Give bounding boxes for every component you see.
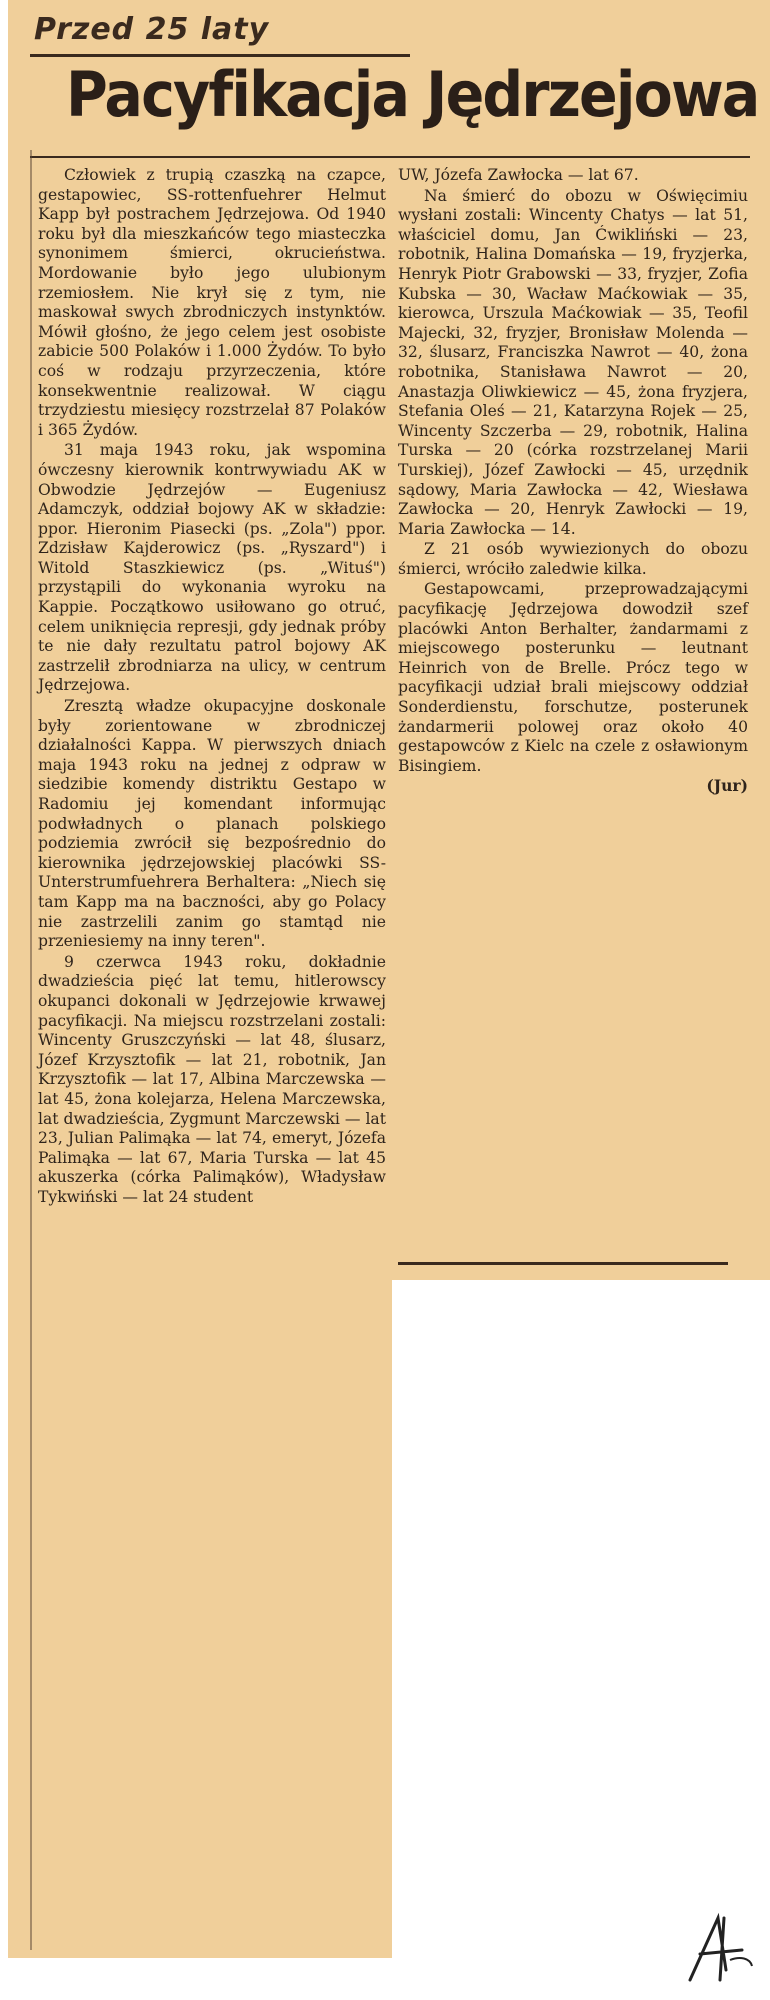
article-left-column [38, 166, 386, 1207]
author-signature: (Jur) [706, 776, 748, 796]
section-kicker: Przed 25 laty [34, 12, 270, 47]
column-border [30, 150, 32, 1950]
archive-logo-icon [680, 1910, 760, 1990]
paragraph: 9 czerwca 1943 roku, dokładnie dwadzieścia pięć lat temu, hitlerowscy okupanci dokonali w Jędrzejowie krwawej pacyfikacji. Na miejscu rozstrzelani zostali: Wincenty Gruszczyński — lat 48, ślusarz, Józef Krzysztofik — lat 21, robotnik, Jan Krzysztofik — lat 17, Albina Marczewska — lat 45, żona kolejarza, Helena Marczewska, lat dwadzieścia, Zygmunt Marczewski — lat 23, Julian Palimąka — lat 74, emeryt, Józefa Palimąka — lat 67, Maria Turska — lat 45 akuszerka (córka Palimąków), Władysław Tykwiński — lat 24 student [38, 952, 386, 1206]
paragraph: Z 21 osób wywiezionych do obozu śmierci, wróciło zaledwie kilka. [398, 540, 748, 578]
column-end-rule [398, 1262, 728, 1265]
paragraph: 31 maja 1943 roku, jak wspomina ówczesny kierownik kontrwywiadu AK w Obwodzie Jędrzejów — Eugeniusz Adamczyk, oddział bojowy AK w składzie: ppor. Hieronim Piasecki (ps. „Zola") ppor. Zdzisław Kajderowicz (ps. „Ryszard") i Witold Staszkiewicz (ps. „Wituś") przystąpili do wykonania wyroku na Kappie. Początkowo usiłowano go otruć, celem uniknięcia represji, gdy jednak próby te nie dały rezultatu patrol bojowy AK zastrzelił zbrodniarza na ulicy, w centrum Jędrzejowa. [38, 441, 386, 695]
paragraph: Człowiek z trupią czaszką na czapce, gestapowiec, SS-rottenfuehrer Helmut Kapp był postrachem Jędrzejowa. Od 1940 roku był dla mieszkańców tego miasteczka synonimem śmierci, okrucieństwa. Mordowanie było jego ulubionym rzemiosłem. Nie krył się z tym, nie maskował swych zbrodniczych instynktów. Mówił głośno, że jego celem jest osobiste zabicie 500 Polaków i 1.000 Żydów. To było coś w rodzaju przyrzeczenia, które konsekwentnie realizował. W ciągu trzydziestu miesięcy rozstrzelał 87 Polaków i 365 Żydów. [38, 166, 386, 439]
paragraph: Na śmierć do obozu w Oświęcimiu wysłani zostali: Wincenty Chatys — lat 51, właściciel domu, Jan Ćwikliński — 23, robotnik, Halina Domańska — 19, fryzjerka, Henryk Piotr Grabowski — 33, fryzjer, Zofia Kubska — 30, Wacław Maćkowiak — 35, kierowca, Urszula Maćkowiak — 35, Teofil Majecki, 32, fryzjer, Bronisław Molenda — 32, ślusarz, Franciszka Nawrot — 40, żona robotnika, Stanisława Nawrot — 20, Anastazja Oliwkiewicz — 45, żona fryzjera, Stefania Oleś — 21, Katarzyna Rojek — 25, Wincenty Szczerba — 29, robotnik, Halina Turska — 20 (córka rozstrzelanej Marii Turskiej), Józef Zawłocki — 45, urzędnik sądowy, Maria Zawłocka — 42, Wiesława Zawłocka — 20, Henryk Zawłocki — 19, Maria Zawłocka — 14. [398, 186, 748, 538]
kicker-rule [30, 54, 410, 57]
paragraph: UW, Józefa Zawłocka — lat 67. [398, 166, 639, 184]
paragraph: Zresztą władze okupacyjne doskonale były zorientowane w zbrodniczej działalności Kappa. W pierwszych dniach maja 1943 roku na jednej z odpraw w siedzibie komendy distriktu Gestapo w Radomiu jej komendant informując podwładnych o planach polskiego podziemia zwrócił się bezpośrednio do kierownika jędrzejowskiej placówki SS-Unterstrumfuehrera Berhaltera: „Niech się tam Kapp ma na baczności, aby go Polacy nie zastrzelili zanim go stamtąd nie przeniesiemy na inny teren". [38, 697, 386, 951]
paragraph: Gestapowcami, przeprowadzającymi pacyfikację Jędrzejowa dowodził szef placówki Anton Berhalter, żandarmami z miejscowego posterunku — leutnant Heinrich von de Brelle. Prócz tego w pacyfikacji udział brali miejscowy oddział Sonderdienstu, forschutze, posterunek żandarmerii polowej oraz około 40 gestapowców z Kielc na czele z osławionym Bisingiem. [398, 580, 748, 775]
article-right-column [398, 166, 748, 796]
headline-separator [30, 156, 750, 158]
article-headline: Pacyfikacja Jędrzejowa [66, 58, 759, 131]
